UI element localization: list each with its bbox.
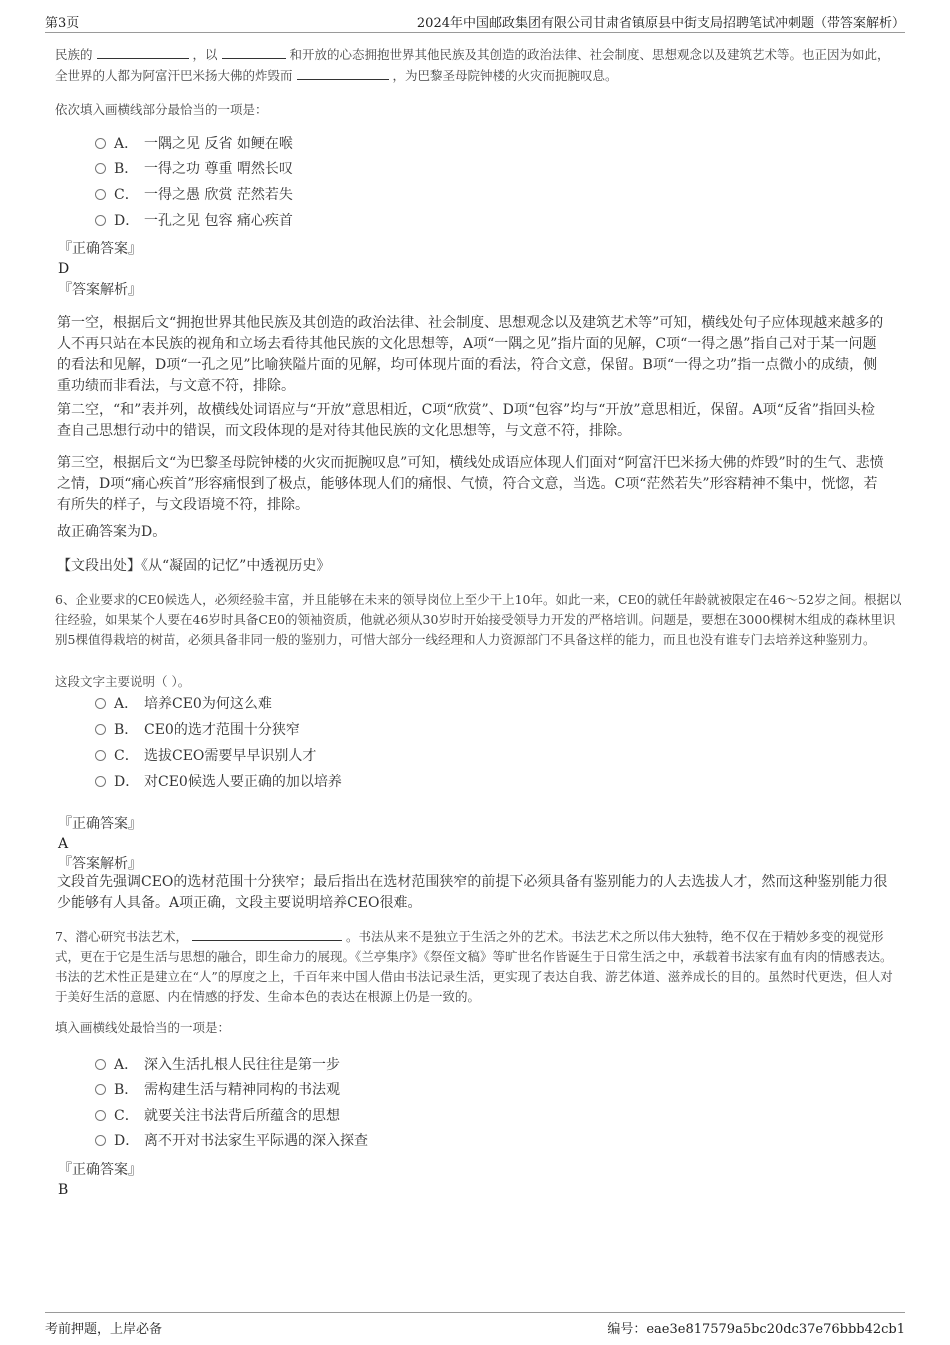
q7-option-b[interactable]: B． 需构建生活与精神同构的书法观 xyxy=(95,1079,340,1101)
q6-answer: A xyxy=(58,836,69,852)
fill-blank-2 xyxy=(222,44,286,59)
document-title: 2024年中国邮政集团有限公司甘肃省镇原县中街支局招聘笔试冲刺题（带答案解析） xyxy=(416,16,905,31)
q6-option-d[interactable]: D． 对CE0候选人要正确的加以培养 xyxy=(95,771,342,793)
q7-passage: 7、潜心研究书法艺术， 。书法从来不是独立于生活之外的艺术。书法艺术之所以伟大独特，绝不仅在于精妙多变的视觉形式，更在于它是生活与思想的融合，即生命力的展现。《兰亭集序》《祭侄文稿》等旷世名作皆诞生于日常生活之中，承载着书法家有血有肉的情感表达。书法的艺术性正是建立在“人”的厚度之上，千百年来中国人借由书法记录生活，更实现了表达自我、游艺体道、滋养成长的目的。虽然时代更迭，但人对于美好生活的意愿、内在情感的抒发、生命本色的表达在根源上仍是一致的。 xyxy=(55,926,902,1007)
radio-icon[interactable] xyxy=(95,215,106,226)
q5-passage: 民族的 ，以 和开放的心态拥抱世界其他民族及其创造的政治法律、社会制度、思想观念以及建筑艺术等。也正因为如此，全世界的人都为阿富汗巴米扬大佛的炸毁而 ，为巴黎圣母院钟楼的火灾而扼腕叹息。 xyxy=(55,44,902,86)
q7-answer: B xyxy=(58,1182,69,1198)
q6-passage: 6、企业要求的CE0候选人，必须经验丰富，并且能够在未来的领导岗位上至少干上10年。如此一来，CE0的就任年龄就被限定在46～52岁之间。根据以往经验，如果某个人要在46岁时具备CE0的领袖资质，他就必须从30岁时开始接受领导力开发的严格培训。问题是，要想在3000棵树木组成的森林里识别5棵值得栽培的树苗，必须具备非同一般的鉴别力，可惜大部分一线经理和人力资源部门不具备这样的能力，而且也没有谁专门去培养这种鉴别力。 xyxy=(55,592,902,647)
page-number: 第3页 xyxy=(45,16,80,31)
q5-option-a[interactable]: A． 一隅之见 反省 如鲠在喉 xyxy=(95,133,293,155)
fill-blank-3 xyxy=(297,65,389,80)
q6-analysis-label: 『答案解析』 xyxy=(58,856,142,872)
q5-analysis-conclusion: 故正确答案为D。 xyxy=(57,524,167,540)
q7-option-c[interactable]: C． 就要关注书法背后所蕴含的思想 xyxy=(95,1105,340,1127)
q5-answer: D xyxy=(58,261,70,277)
radio-icon[interactable] xyxy=(95,189,106,200)
radio-icon[interactable] xyxy=(95,138,106,149)
q7-prompt: 填入画横线处最恰当的一项是： xyxy=(55,1020,231,1035)
footer-slogan: 考前押题，上岸必备 xyxy=(45,1322,163,1337)
q5-analysis-label: 『答案解析』 xyxy=(58,282,142,298)
q5-source: 【文段出处】《从“凝固的记忆”中透视历史》 xyxy=(57,558,331,574)
radio-icon[interactable] xyxy=(95,1059,106,1070)
q5-analysis-paragraph: 第一空，根据后文“拥抱世界其他民族及其创造的政治法律、社会制度、思想观念以及建筑艺术等”可知，横线处句子应体现越来越多的人不再只站在本民族的视角和立场去看待其他民族的文化思想等，A项“一隅之见”指片面的见解，C项“一得之愚”指自己对于某一问题的看法和见解，D项“一孔之见”比喻狭隘片面的见解，均可体现片面的看法，符合文意，保留。B项“一得之功”指一点微小的成绩，侧重功绩而非看法，与文意不符，排除。 xyxy=(57,315,884,394)
radio-icon[interactable] xyxy=(95,1110,106,1121)
radio-icon[interactable] xyxy=(95,724,106,735)
q5-analysis-paragraph: 第二空，“和”表并列，故横线处词语应与“开放”意思相近，C项“欣赏”、D项“包容”均与“开放”意思相近，保留。A项“反省”指回头检查自己思想行动中的错误，而文段体现的是对待其他民族的文化思想等，与文意不符，排除。 xyxy=(57,402,875,439)
q6-answer-label: 『正确答案』 xyxy=(58,816,142,832)
q7-option-d[interactable]: D． 离不开对书法家生平际遇的深入探查 xyxy=(95,1130,368,1152)
fill-blank-1 xyxy=(97,44,189,59)
q6-option-c[interactable]: C． 选拔CEO需要早早识别人才 xyxy=(95,745,316,767)
q6-option-b[interactable]: B． CE0的选才范围十分狭窄 xyxy=(95,719,300,741)
radio-icon[interactable] xyxy=(95,1084,106,1095)
q5-option-c[interactable]: C． 一得之愚 欣赏 茫然若失 xyxy=(95,184,293,206)
page-header xyxy=(45,8,905,33)
q6-analysis: 文段首先强调CEO的选材范围十分狭窄；最后指出在选材范围狭窄的前提下必须具备有鉴别能力的人去选拔人才，然而这种鉴别能力很少能够有人具备。A项正确，文段主要说明培养CEO很难。 xyxy=(57,874,888,911)
radio-icon[interactable] xyxy=(95,776,106,787)
q5-prompt: 依次填入画横线部分最恰当的一项是： xyxy=(55,102,268,117)
document-code: 编号：eae3e817579a5bc20dc37e76bbb42cb1 xyxy=(607,1322,905,1337)
q7-answer-label: 『正确答案』 xyxy=(58,1162,142,1178)
q7-option-a[interactable]: A． 深入生活扎根人民往往是第一步 xyxy=(95,1054,340,1076)
radio-icon[interactable] xyxy=(95,698,106,709)
q5-option-b[interactable]: B． 一得之功 尊重 喟然长叹 xyxy=(95,158,293,180)
radio-icon[interactable] xyxy=(95,163,106,174)
q5-analysis-paragraph: 第三空，根据后文“为巴黎圣母院钟楼的火灾而扼腕叹息”可知，横线处成语应体现人们面对“阿富汗巴米扬大佛的炸毁”时的生气、悲愤之情，D项“痛心疾首”形容痛恨到了极点，能够体现人们的痛恨、气愤，符合文意，当选。C项“茫然若失”形容精神不集中，恍惚，若有所失的样子，与文段语境不符，排除。 xyxy=(57,455,884,513)
fill-blank xyxy=(192,926,342,941)
q5-answer-label: 『正确答案』 xyxy=(58,241,142,257)
q5-option-d[interactable]: D． 一孔之见 包容 痛心疾首 xyxy=(95,210,293,232)
radio-icon[interactable] xyxy=(95,750,106,761)
q6-option-a[interactable]: A． 培养CE0为何这么难 xyxy=(95,693,272,715)
q6-prompt: 这段文字主要说明（ ）。 xyxy=(55,674,191,689)
page-footer xyxy=(45,1312,905,1339)
radio-icon[interactable] xyxy=(95,1135,106,1146)
